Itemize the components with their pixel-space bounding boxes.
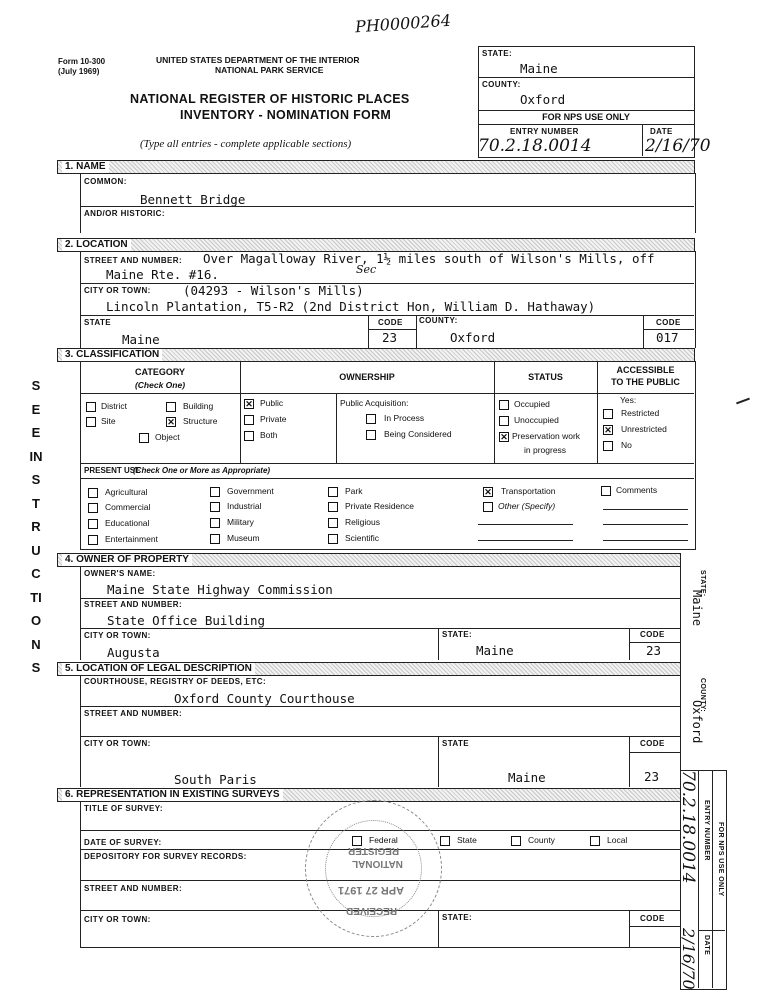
scientific-checkbox[interactable] [328,534,338,544]
section-3-heading: 3. CLASSIFICATION [62,349,162,361]
pen-mark [736,398,750,405]
restricted-label: Restricted [621,408,660,418]
religious-label: Religious [345,517,380,527]
form-date: (July 1969) [58,67,100,76]
state-survey-label: State [457,835,477,845]
survey-date-label: DATE OF SURVEY: [84,838,162,847]
restricted-checkbox[interactable] [603,409,613,419]
side-entry-label: ENTRY NUMBER [703,800,710,861]
religious-checkbox[interactable] [328,518,338,528]
owner-code-label: CODE [640,630,665,639]
section-5-heading: 5. LOCATION OF LEGAL DESCRIPTION [62,663,255,675]
legal-code-label: CODE [640,739,665,748]
district-checkbox[interactable] [86,402,96,412]
ownership-title: OWNERSHIP [339,372,395,382]
structure-checkbox[interactable]: ✕ [167,417,175,427]
transportation-label: Transportation [501,486,556,496]
category-title: CATEGORY [134,367,185,377]
museum-checkbox[interactable] [210,534,220,544]
location-code: 23 [382,330,398,345]
occupied-label: Occupied [514,399,550,409]
handwritten-reference-number: PH0000264 [354,10,452,37]
educational-checkbox[interactable] [88,519,98,529]
building-checkbox[interactable] [166,402,176,412]
location-street-label: STREET AND NUMBER: [84,256,183,265]
side-county: Oxford [690,700,704,744]
government-checkbox[interactable] [210,487,220,497]
both-checkbox[interactable] [244,431,254,441]
industrial-checkbox[interactable] [210,502,220,512]
site-label: Site [101,416,116,426]
historic-label: AND/OR HISTORIC: [84,209,165,218]
survey-code-label: CODE [640,914,665,923]
survey-state-label: STATE: [442,913,473,922]
depository-label: DEPOSITORY FOR SURVEY RECORDS: [84,852,247,861]
building-label: Building [183,401,214,411]
federal-label: Federal [369,835,398,845]
section-4-heading: 4. OWNER OF PROPERTY [62,554,192,566]
private-residence-label: Private Residence [345,501,414,511]
legal-state: Maine [508,770,546,785]
no-checkbox[interactable] [603,441,613,451]
location-county-label: COUNTY: [419,316,458,325]
present-use-title: PRESENT USE [84,466,141,475]
site-checkbox[interactable] [86,417,96,427]
location-county-code-label: CODE [656,318,681,327]
scientific-label: Scientific [345,533,380,543]
owner-city: Augusta [107,645,160,660]
occupied-checkbox[interactable] [499,400,509,410]
service-name: NATIONAL PARK SERVICE [215,65,324,75]
stamp-line-national: NATIONAL [352,858,403,869]
entertainment-label: Entertainment [105,534,158,544]
side-county-label: COUNTY: [699,678,706,713]
owner-name: Maine State Highway Commission [107,582,333,597]
owner-state-label: STATE: [442,630,473,639]
unoccupied-label: Unoccupied [514,415,559,425]
owner-name-label: OWNER'S NAME: [84,569,156,578]
private-residence-checkbox[interactable] [328,502,338,512]
courthouse: Oxford County Courthouse [174,691,355,706]
private-label: Private [260,414,287,424]
owner-city-label: CITY OR TOWN: [84,631,151,640]
museum-label: Museum [227,533,260,543]
header-county: Oxford [520,92,566,107]
survey-title-label: TITLE OF SURVEY: [84,804,163,813]
owner-street: State Office Building [107,613,266,628]
county-survey-checkbox[interactable] [511,836,521,846]
courthouse-label: COURTHOUSE, REGISTRY OF DEEDS, ETC: [84,677,267,686]
other-checkbox[interactable] [483,502,493,512]
side-entry-number: 70.2.18.0014 [678,770,698,884]
public-label: Public [260,398,284,408]
industrial-label: Industrial [227,501,262,511]
location-state-label: STATE [84,318,112,327]
location-city-label: CITY OR TOWN: [84,286,151,295]
military-checkbox[interactable] [210,518,220,528]
public-acquisition-label: Public Acquisition: [340,398,409,408]
owner-code: 23 [646,643,662,658]
preservation-in-progress-label: in progress [524,445,567,455]
header-entry-number: 70.2.18.0014 [478,136,592,156]
header-entry-date: 2/16/70 [645,136,711,156]
park-checkbox[interactable] [328,487,338,497]
side-state: Maine [690,590,704,627]
legal-city-label: CITY OR TOWN: [84,739,151,748]
header-date-label: DATE [650,127,673,136]
transportation-checkbox[interactable]: ✕ [484,487,492,497]
being-considered-checkbox[interactable] [366,430,376,440]
section-2-heading: 2. LOCATION [62,239,131,251]
agency-name: UNITED STATES DEPARTMENT OF THE INTERIOR [156,55,360,65]
government-label: Government [227,486,274,496]
location-city-line-1: (04293 - Wilson's Mills) [183,283,364,298]
access-title-1: ACCESSIBLE [616,365,675,375]
category-sub: (Check One) [134,380,186,390]
location-state: Maine [122,332,160,347]
agricultural-label: Agricultural [105,487,148,497]
section-1-heading: 1. NAME [62,161,109,173]
being-considered-label: Being Considered [384,429,452,439]
header-county-label: COUNTY: [482,80,521,89]
section-5-bar [57,662,681,676]
header-state: Maine [520,61,558,76]
educational-label: Educational [105,518,150,528]
district-label: District [101,401,127,411]
owner-street-label: STREET AND NUMBER: [84,600,183,609]
local-survey-checkbox[interactable] [590,836,600,846]
agricultural-checkbox[interactable] [88,488,98,498]
no-label: No [621,440,632,450]
comments-label: Comments [616,485,658,495]
commercial-label: Commercial [105,502,151,512]
object-checkbox[interactable] [139,433,149,443]
location-county: Oxford [450,330,496,345]
form-subtitle: INVENTORY - NOMINATION FORM [180,108,392,122]
present-use-note: (Check One or More as Appropriate) [133,466,271,475]
legal-city: South Paris [174,772,257,787]
legal-street-label: STREET AND NUMBER: [84,709,183,718]
private-checkbox[interactable] [244,415,254,425]
section-1-bar [57,160,695,174]
location-street-line-1: Over Magalloway River, 1½ miles south of Wilson's Mills, off [203,251,655,266]
location-street-note: Sec [356,263,377,276]
section-6-heading: 6. REPRESENTATION IN EXISTING SURVEYS [62,789,283,801]
form-title: NATIONAL REGISTER OF HISTORIC PLACES [130,92,410,106]
comments-checkbox[interactable] [601,486,611,496]
both-label: Both [260,430,278,440]
county-survey-label: County [528,835,555,845]
survey-street-label: STREET AND NUMBER: [84,884,183,893]
structure-label: Structure [183,416,218,426]
header-entry-label: ENTRY NUMBER [510,127,579,136]
side-state-label: STATE: [699,570,706,597]
side-entry-date: 2/16/70 [679,928,698,990]
header-state-label: STATE: [482,49,513,58]
location-code-label: CODE [378,318,403,327]
stamp-line-register: REGISTER [348,845,400,856]
form-number: Form 10-300 [58,57,106,66]
header-nps-use: FOR NPS USE ONLY [542,112,630,122]
unrestricted-label: Unrestricted [621,424,667,434]
owner-state: Maine [476,643,514,658]
status-title: STATUS [528,372,563,382]
common-name: Bennett Bridge [140,192,246,207]
common-label: COMMON: [84,177,127,186]
unrestricted-checkbox[interactable]: ✕ [604,425,612,435]
section-3-bar [57,348,695,362]
park-label: Park [345,486,363,496]
preservation-work-label: Preservation work [512,431,581,441]
side-date-label: DATE [703,935,710,956]
in-process-label: In Process [384,413,425,423]
legal-code: 23 [644,769,660,784]
access-title-2: TO THE PUBLIC [611,377,680,387]
legal-state-label: STATE [442,739,470,748]
access-yes-label: Yes: [620,395,637,405]
preservation-work-checkbox[interactable]: ✕ [500,432,508,442]
public-checkbox[interactable]: ✕ [245,399,253,409]
military-label: Military [227,517,254,527]
section-4-bar [57,553,681,567]
commercial-checkbox[interactable] [88,503,98,513]
section-2-bar [57,238,695,252]
instructions-note: (Type all entries - complete applicable sections) [140,138,352,150]
state-survey-checkbox[interactable] [440,836,450,846]
unoccupied-checkbox[interactable] [499,416,509,426]
entertainment-checkbox[interactable] [88,535,98,545]
in-process-checkbox[interactable] [366,414,376,424]
side-nps-label: FOR NPS USE ONLY [717,822,724,897]
survey-city-label: CITY OR TOWN: [84,915,151,924]
stamp-line-received: RECEIVED [346,905,398,916]
location-street-line-2: Maine Rte. #16. [106,267,219,282]
location-city-line-2: Lincoln Plantation, T5-R2 (2nd District Hon, William D. Hathaway) [106,299,596,314]
local-survey-label: Local [607,835,628,845]
side-instructions: SEE INSTRUCTIONS [29,378,43,675]
other-label: Other (Specify) [498,501,556,511]
stamp-line-date: APR 27 1971 [338,884,405,896]
object-label: Object [155,432,180,442]
location-county-code: 017 [656,330,679,345]
